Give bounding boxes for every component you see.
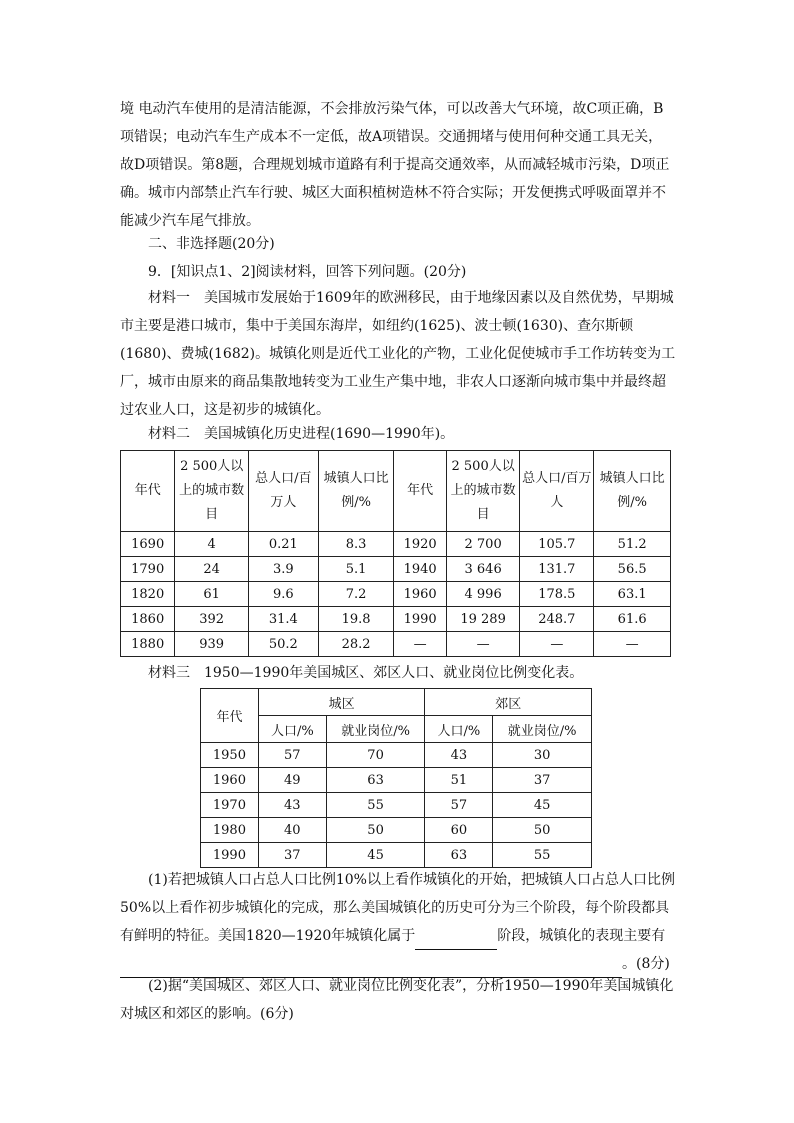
table-row [201, 843, 592, 868]
table-row [201, 743, 592, 768]
table-cell: 57 [258, 743, 326, 768]
header-total-pop: 总人口/百万人 [520, 451, 594, 532]
table-row [121, 557, 671, 582]
table-cell: 0.21 [248, 532, 318, 557]
header-urban: 城区 [258, 689, 425, 716]
question-1-text: (1)若把城镇人口占总人口比例10%以上看作城镇化的开始，把城镇人口占总人口比例50%以上看作初步城镇化的完成，那么美国城镇化的历史可分为三个阶段，每个阶段都具有鲜明的特征。美国1820—1920年城镇化属于 [120, 872, 675, 944]
table-cell: 51.2 [594, 532, 671, 557]
table-cell: 1990 [201, 843, 259, 868]
table-cell: 49 [258, 768, 326, 793]
table-cell: — [394, 632, 446, 657]
table-cell: 9.6 [248, 582, 318, 607]
table-cell: 61.6 [594, 607, 671, 632]
table-cell: 37 [258, 843, 326, 868]
table-cell: — [520, 632, 594, 657]
table-cell: 105.7 [520, 532, 594, 557]
table-cell: 43 [258, 793, 326, 818]
header-city-count: 2 500人以上的城市数目 [175, 451, 249, 532]
header-year: 年代 [394, 451, 446, 532]
table-cell: 55 [493, 843, 592, 868]
table-row [121, 607, 671, 632]
answer-blank-stage[interactable] [415, 933, 497, 950]
table-cell: 8.3 [318, 532, 394, 557]
header-urban-ratio: 城镇人口比例/% [594, 451, 671, 532]
table-row [121, 632, 671, 657]
table-cell: 1940 [394, 557, 446, 582]
table-cell: — [594, 632, 671, 657]
table-cell: 939 [175, 632, 249, 657]
table-cell: 1880 [121, 632, 175, 657]
table-cell: 1960 [394, 582, 446, 607]
urbanization-history-table [120, 450, 671, 657]
table-cell: 19.8 [318, 607, 394, 632]
table-cell: 63 [425, 843, 493, 868]
header-city-count: 2 500人以上的城市数目 [446, 451, 520, 532]
table-cell: — [446, 632, 520, 657]
table-row [201, 768, 592, 793]
question-2: (2)据“美国城区、郊区人口、就业岗位比例变化表”，分析1950—1990年美国城镇化对城区和郊区的影响。(6分) [120, 978, 674, 1022]
table-cell: 40 [258, 818, 326, 843]
table-cell: 131.7 [520, 557, 594, 582]
header-year: 年代 [121, 451, 175, 532]
table-cell: 1820 [121, 582, 175, 607]
table-cell: 50.2 [248, 632, 318, 657]
table-cell: 1980 [201, 818, 259, 843]
material-3-title: 材料三 1950—1990年美国城区、郊区人口、就业岗位比例变化表。 [148, 665, 584, 681]
table-cell: 1690 [121, 532, 175, 557]
table-cell: 60 [425, 818, 493, 843]
table-cell: 1950 [201, 743, 259, 768]
table-cell: 1920 [394, 532, 446, 557]
table-cell: 1860 [121, 607, 175, 632]
header-urban-ratio: 城镇人口比例/% [318, 451, 394, 532]
table-cell: 24 [175, 557, 249, 582]
table-header-row [121, 451, 671, 532]
subheader-population: 人口/% [258, 716, 326, 743]
table-cell: 5.1 [318, 557, 394, 582]
table-cell: 4 [175, 532, 249, 557]
subheader-jobs: 就业岗位/% [326, 716, 425, 743]
table-cell: 28.2 [318, 632, 394, 657]
answer-explanation: 境 电动汽车使用的是清洁能源，不会排放污染气体，可以改善大气环境，故C项正确，B项错误；电动汽车生产成本不一定低，故A项错误。交通拥堵与使用何种交通工具无关，故D项错误。第8题，合理规划城市道路有利于提高交通效率，从而减轻城市污染，D项正确。城市内部禁止汽车行驶、城区大面积植树造林不符合实际；开发便携式呼吸面罩并不能减少汽车尾气排放。 [120, 101, 670, 229]
table-cell: 19 289 [446, 607, 520, 632]
table-cell: 37 [493, 768, 592, 793]
header-year: 年代 [201, 689, 259, 743]
table-cell: 57 [425, 793, 493, 818]
table-cell: 3.9 [248, 557, 318, 582]
table-subheader-row [201, 716, 592, 743]
table-cell: 63.1 [594, 582, 671, 607]
table-cell: 1970 [201, 793, 259, 818]
table-cell: 63 [326, 768, 425, 793]
table-cell: 45 [326, 843, 425, 868]
table-cell: 3 646 [446, 557, 520, 582]
question-1-score: 。(8分) [622, 956, 670, 972]
table-cell: 50 [326, 818, 425, 843]
material-1: 材料一 美国城市发展始于1609年的欧洲移民，由于地缘因素以及自然优势，早期城市主要是港口城市，集中于美国东海岸，如纽约(1625)、波士顿(1630)、查尔斯顿(1680)、费城(1682)。城镇化则是近代工业化的产物，工业化促使城市手工作坊转变为工厂，城市由原来的商品集散地转变为工业生产集中地，非农人口逐渐向城市集中并最终超过农业人口，这是初步的城镇化。 [120, 290, 676, 418]
table-row [201, 793, 592, 818]
table-cell: 2 700 [446, 532, 520, 557]
table-cell: 55 [326, 793, 425, 818]
question-1 [120, 866, 676, 978]
question-1-text-b: 阶段，城镇化的表现主要有 [497, 928, 666, 944]
table-cell: 248.7 [520, 607, 594, 632]
table-cell: 30 [493, 743, 592, 768]
table-cell: 31.4 [248, 607, 318, 632]
table-row [121, 582, 671, 607]
urban-suburban-table [200, 688, 592, 868]
table-cell: 61 [175, 582, 249, 607]
table-cell: 50 [493, 818, 592, 843]
subheader-population: 人口/% [425, 716, 493, 743]
table-row [201, 818, 592, 843]
table-cell: 392 [175, 607, 249, 632]
section-title: 二、非选择题(20分) [148, 236, 275, 252]
table-cell: 1990 [394, 607, 446, 632]
table-cell: 1960 [201, 768, 259, 793]
table-cell: 7.2 [318, 582, 394, 607]
material-2-title: 材料二 美国城镇化历史进程(1690—1990年)。 [148, 426, 455, 442]
table-cell: 178.5 [520, 582, 594, 607]
header-total-pop: 总人口/百万人 [248, 451, 318, 532]
table-cell: 45 [493, 793, 592, 818]
table-cell: 56.5 [594, 557, 671, 582]
table-header-row [201, 689, 592, 716]
question-9-title: 9．[知识点1、2]阅读材料，回答下列问题。(20分) [148, 264, 467, 280]
table-cell: 4 996 [446, 582, 520, 607]
table-cell: 51 [425, 768, 493, 793]
subheader-jobs: 就业岗位/% [493, 716, 592, 743]
table-cell: 70 [326, 743, 425, 768]
table-cell: 1790 [121, 557, 175, 582]
table-row [121, 532, 671, 557]
table-cell: 43 [425, 743, 493, 768]
header-suburban: 郊区 [425, 689, 592, 716]
